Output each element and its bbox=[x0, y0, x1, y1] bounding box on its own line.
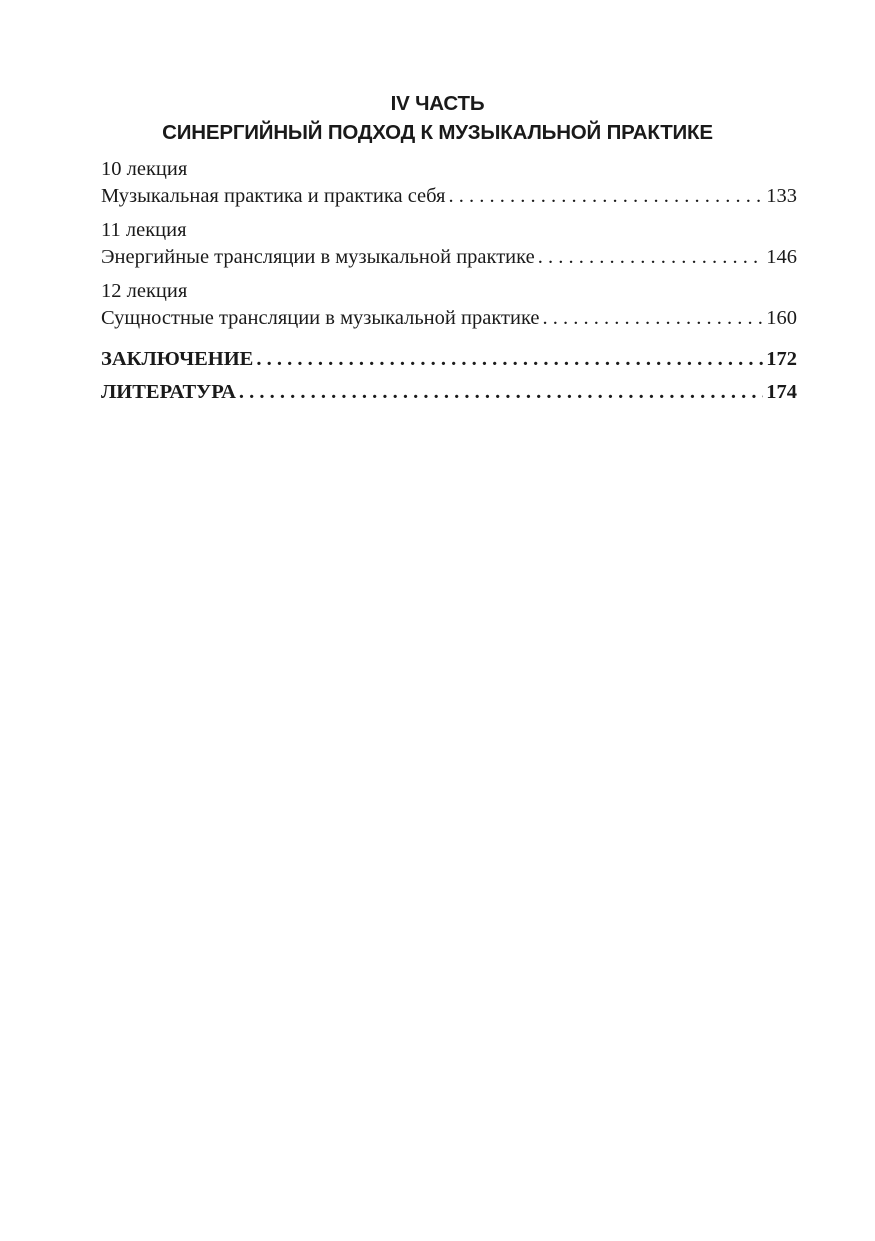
toc-lecture-10 bbox=[101, 156, 797, 210]
toc-entry-title: Музыкальная практика и практика себя bbox=[101, 185, 446, 207]
lecture-label: 11 лекция bbox=[101, 219, 187, 241]
lecture-label: 10 лекция bbox=[101, 158, 188, 180]
dot-leader bbox=[538, 244, 764, 271]
dot-leader bbox=[239, 376, 763, 409]
toc-entry[interactable] bbox=[101, 305, 797, 332]
toc-entry-conclusion[interactable] bbox=[101, 343, 797, 376]
toc-entry[interactable] bbox=[101, 183, 797, 210]
toc-lecture-11 bbox=[101, 217, 797, 271]
part-number: IV ЧАСТЬ bbox=[390, 92, 485, 115]
toc-page-number: 160 bbox=[766, 307, 797, 329]
toc-entry-title: Сущностные трансляции в музыкальной практике bbox=[101, 307, 540, 329]
part-title: СИНЕРГИЙНЫЙ ПОДХОД К МУЗЫКАЛЬНОЙ ПРАКТИКЕ bbox=[162, 121, 713, 144]
toc-page-number: 146 bbox=[766, 246, 797, 268]
toc-page-number: 133 bbox=[766, 185, 797, 207]
toc-page-number: 172 bbox=[766, 348, 797, 370]
toc-entry[interactable] bbox=[101, 244, 797, 271]
toc-entry-title: ЛИТЕРАТУРА bbox=[101, 381, 236, 403]
toc-entry-literature[interactable] bbox=[101, 376, 797, 409]
toc-entry-title: Энергийные трансляции в музыкальной практике bbox=[101, 246, 535, 268]
dot-leader bbox=[543, 305, 764, 332]
lecture-label: 12 лекция bbox=[101, 280, 188, 302]
dot-leader bbox=[256, 343, 763, 376]
toc-sections bbox=[101, 343, 797, 409]
toc-page-number: 174 bbox=[766, 381, 797, 403]
table-of-contents bbox=[101, 156, 797, 409]
dot-leader bbox=[449, 183, 764, 210]
part-heading bbox=[0, 89, 875, 147]
toc-entry-title: ЗАКЛЮЧЕНИЕ bbox=[101, 348, 254, 370]
toc-lecture-12 bbox=[101, 278, 797, 332]
